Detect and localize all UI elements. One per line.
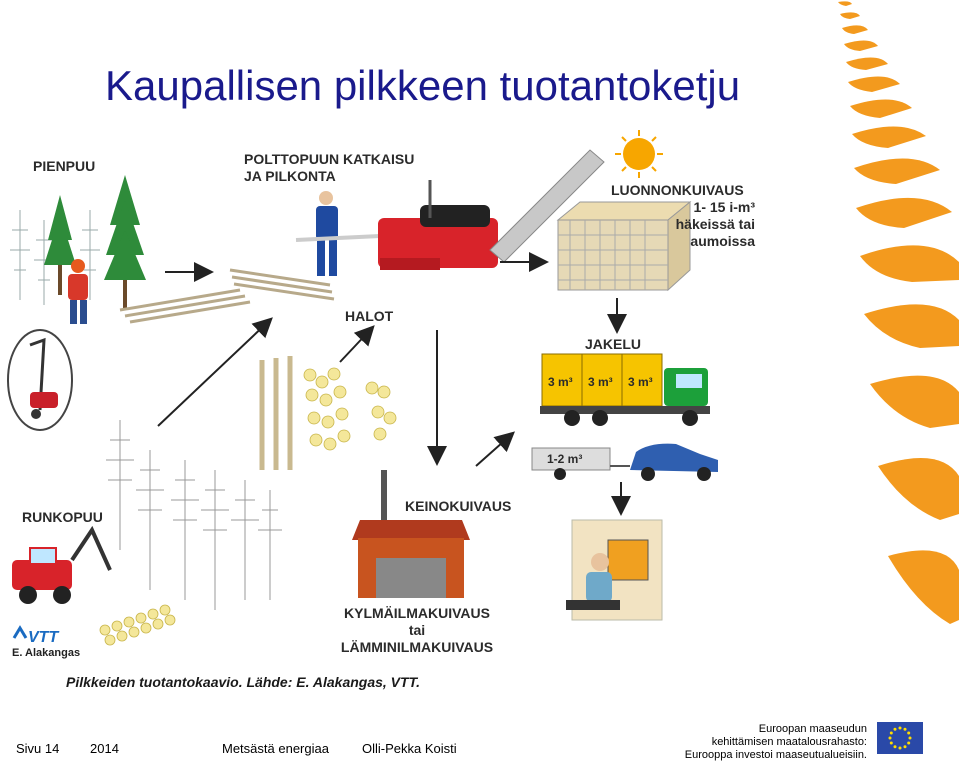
- truck-load-3: 3 m³: [628, 375, 653, 389]
- sun-icon: [615, 130, 663, 178]
- label-luonnonkuivaus: LUONNONKUIVAUS: [611, 182, 744, 198]
- log-pile: [262, 356, 290, 470]
- eu-flag-icon: [877, 722, 923, 754]
- footer-author: Olli-Pekka Koisti: [362, 741, 457, 756]
- eu-funding-text: [685, 723, 867, 762]
- label-katkaisu: [244, 151, 414, 185]
- footer-page: Sivu 14: [16, 741, 60, 756]
- log-ends: [304, 368, 396, 450]
- vtt-logo: [14, 628, 59, 646]
- vtt-author: E. Alakangas: [12, 647, 81, 659]
- label-kuivaus-detail: [610, 199, 755, 250]
- label-katkaisu-line-2: JA PILKONTA: [244, 168, 336, 184]
- eu-line-3: Eurooppa investoi maaseutualueisiin.: [684, 749, 867, 761]
- drying-building: [352, 470, 470, 598]
- footer-year: 2014: [90, 741, 119, 756]
- forest-trees: [106, 420, 282, 610]
- lumberjack-figure: [68, 259, 88, 324]
- trailer-load: 1-2 m³: [547, 452, 583, 466]
- small-harvester: [8, 330, 72, 430]
- log-stack: [100, 605, 175, 645]
- fireplace-scene: [566, 520, 662, 620]
- label-katkaisu-line-1: POLTTOPUUN KATKAISU: [244, 151, 415, 167]
- label-kuivaus-detail-line-2: häkeissä tai: [675, 216, 755, 232]
- arrow-7: [476, 434, 512, 466]
- truck-load-1: 3 m³: [548, 375, 573, 389]
- vtt-logo-text: VTT: [28, 629, 59, 646]
- footer-project: Metsästä energiaa: [222, 741, 329, 756]
- forest-harvester: [12, 530, 110, 604]
- label-kuivaus-detail-line-3: aumoissa: [690, 233, 755, 249]
- label-runkopuu: RUNKOPUU: [22, 509, 103, 525]
- page-title: Kaupallisen pilkkeen tuotantoketju: [105, 62, 741, 109]
- label-kylma-lammin: [322, 605, 512, 656]
- eu-line-1: Euroopan maaseudun: [758, 723, 867, 735]
- arrow-4: [158, 320, 270, 426]
- orange-decoration: [790, 0, 959, 640]
- pine-trees: [44, 175, 146, 310]
- small-logs: [120, 270, 334, 322]
- label-halot: HALOT: [345, 308, 394, 324]
- label-kuivaus-detail-line-1: 1- 15 i-m³: [693, 199, 755, 215]
- label-kylma-line-3: LÄMMINILMAKUIVAUS: [340, 639, 494, 655]
- worker-figure: [296, 191, 380, 276]
- label-jakelu: JAKELU: [585, 336, 642, 352]
- arrow-5: [340, 328, 372, 362]
- figure-caption: Pilkkeiden tuotantokaavio. Lähde: E. Alakangas, VTT.: [66, 674, 420, 690]
- label-kylma-line-1: KYLMÄILMAKUIVAUS: [344, 605, 490, 621]
- truck-load-2: 3 m³: [588, 375, 613, 389]
- label-kylma-line-2: tai: [408, 622, 426, 638]
- label-keinokuivaus: KEINOKUIVAUS: [405, 498, 512, 514]
- eu-line-2: kehittämisen maatalousrahasto:: [711, 736, 867, 748]
- label-pienpuu: PIENPUU: [33, 158, 96, 174]
